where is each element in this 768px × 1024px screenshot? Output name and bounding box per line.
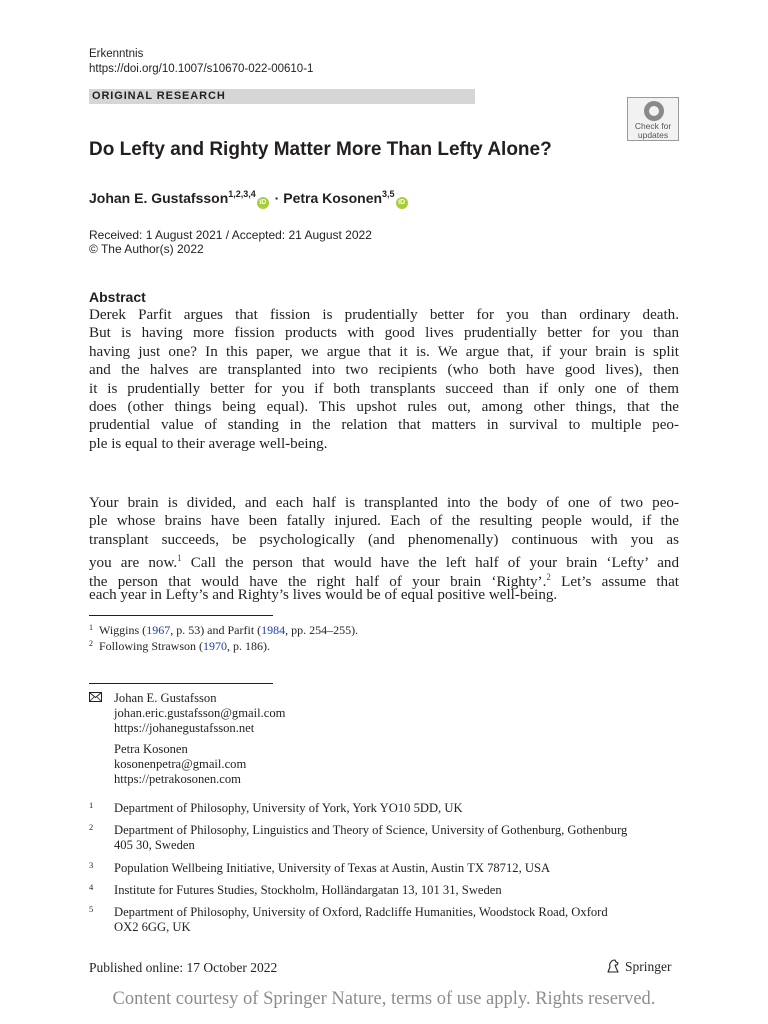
abstract-line: ple is equal to their average well-being. [89, 435, 328, 452]
footnote-text: , p. 53) and Parfit ( [170, 623, 262, 637]
abstract-line: and the halves are transplanted into two recipients (who both have good lives), then [89, 362, 679, 379]
abstract-line: prudential value of standing in the relation that matters in survival to multiple peo- [89, 417, 679, 434]
check-updates-icon [644, 101, 664, 121]
footnote-number: 1 [89, 623, 93, 632]
author-list [89, 184, 410, 209]
affiliation-text: Institute for Futures Studies, Stockholm, Holländargatan 13, 101 31, Sweden [114, 883, 502, 897]
footnote-divider [89, 615, 273, 616]
affiliation-text: Department of Philosophy, Linguistics and Theory of Science, University of Gothenburg, Gothenburg 405 30, Sweden [114, 823, 628, 852]
body-line [89, 549, 679, 572]
body-line: ple whose brains have been fatally injured. Each of the resulting people would, if the [89, 513, 679, 530]
springer-horse-icon [605, 958, 621, 974]
affiliation-number: 2 [89, 822, 94, 832]
publisher-name: Springer [625, 959, 672, 974]
article-type-label: ORIGINAL RESEARCH [92, 90, 226, 102]
affiliation-number: 3 [89, 860, 94, 870]
affiliation-text: Department of Philosophy, University of York, York YO10 5DD, UK [114, 801, 463, 815]
citation-link[interactable]: 1984 [261, 623, 286, 637]
footnote-number: 2 [89, 639, 93, 648]
envelope-icon [89, 692, 102, 702]
contact-divider [89, 683, 273, 684]
footnote-ref-1[interactable]: 1 [177, 553, 182, 564]
published-online-date: Published online: 17 October 2022 [89, 960, 278, 975]
footnote-text: , p. 186). [227, 639, 271, 653]
body-text: Call the person that would have the left half of your brain ‘Lefty’ and [181, 555, 679, 572]
citation-link[interactable]: 1967 [146, 623, 171, 637]
affiliation-number: 4 [89, 882, 94, 892]
body-line: Your brain is divided, and each half is transplanted into the body of one of two peo- [89, 495, 679, 511]
affiliation-text: Population Wellbeing Initiative, University of Texas at Austin, Austin TX 78712, USA [114, 861, 551, 875]
affiliation-number: 5 [89, 904, 94, 914]
publisher-logo [605, 958, 672, 976]
body-line [89, 568, 679, 590]
author-affil-refs: 1,2,3,4 [228, 189, 256, 199]
footnote-ref-2[interactable]: 2 [546, 571, 551, 582]
contact-name: Johan E. Gustafsson [114, 691, 217, 705]
orcid-icon[interactable]: iD [396, 197, 408, 209]
author-name[interactable]: Petra Kosonen [283, 190, 383, 206]
orcid-icon[interactable]: iD [257, 197, 269, 209]
received-accepted-dates: Received: 1 August 2021 / Accepted: 21 August 2022 [89, 228, 372, 242]
affiliation-text: Department of Philosophy, University of Oxford, Radcliffe Humanities, Woodstock Road, Oxford OX2 6GG, UK [114, 905, 608, 934]
intro-paragraph [89, 494, 679, 604]
footnote-2 [89, 636, 270, 654]
contact-email[interactable]: kosonenpetra@gmail.com [114, 757, 247, 771]
abstract-line: it is prudentially better for you if both transplants succeed than if only one of them [89, 380, 679, 397]
abstract-line: But is having more fission products with good lives prudentially better for you than [89, 325, 679, 342]
abstract-line: Derek Parfit argues that fission is prudentially better for you than ordinary death. [89, 307, 679, 323]
affiliation-number: 1 [89, 800, 94, 810]
footnote-text: Following Strawson ( [99, 639, 204, 653]
contact-url[interactable]: https://petrakosonen.com [114, 772, 241, 786]
author-name[interactable]: Johan E. Gustafsson [89, 190, 229, 206]
abstract-heading: Abstract [89, 289, 146, 305]
body-text: the person that would have the right half of your brain ‘Righty’. [89, 573, 547, 590]
abstract-body [89, 306, 679, 453]
body-line: transplant succeeds, be psychologically (and phenomenally) continuous with you as [89, 531, 679, 548]
footnote-text: Wiggins ( [99, 623, 147, 637]
check-updates-line1: Check for [634, 121, 672, 131]
check-for-updates-badge[interactable] [627, 97, 679, 141]
article-type-bar [89, 89, 475, 104]
copyright-line: © The Author(s) 2022 [89, 242, 204, 256]
doi-link[interactable]: https://doi.org/10.1007/s10670-022-00610-1 [89, 63, 314, 75]
contact-url[interactable]: https://johanegustafsson.net [114, 721, 255, 735]
author-affil-refs: 3,5 [382, 189, 395, 199]
contact-email[interactable]: johan.eric.gustafsson@gmail.com [114, 706, 286, 720]
courtesy-notice: Content courtesy of Springer Nature, terms of use apply. Rights reserved. [112, 989, 656, 1009]
author-separator: · [274, 190, 280, 206]
body-line: each year in Lefty’s and Righty’s lives would be of equal positive well-being. [89, 586, 558, 603]
journal-name: Erkenntnis [89, 48, 144, 60]
footnote-text: , pp. 254–255). [285, 623, 359, 637]
abstract-line: having just one? In this paper, we argue that it is. We argue that, if your brain is split [89, 343, 679, 360]
article-title: Do Lefty and Righty Matter More Than Lefty Alone? [89, 139, 552, 160]
contact-name: Petra Kosonen [114, 742, 188, 756]
body-text: Let’s assume that [550, 573, 679, 590]
check-updates-line2: updates [637, 130, 669, 140]
abstract-line: does (other things being equal). This upshot rules out, among other things, that the [89, 398, 679, 415]
citation-link[interactable]: 1970 [203, 639, 228, 653]
body-text: you are now. [89, 555, 178, 572]
